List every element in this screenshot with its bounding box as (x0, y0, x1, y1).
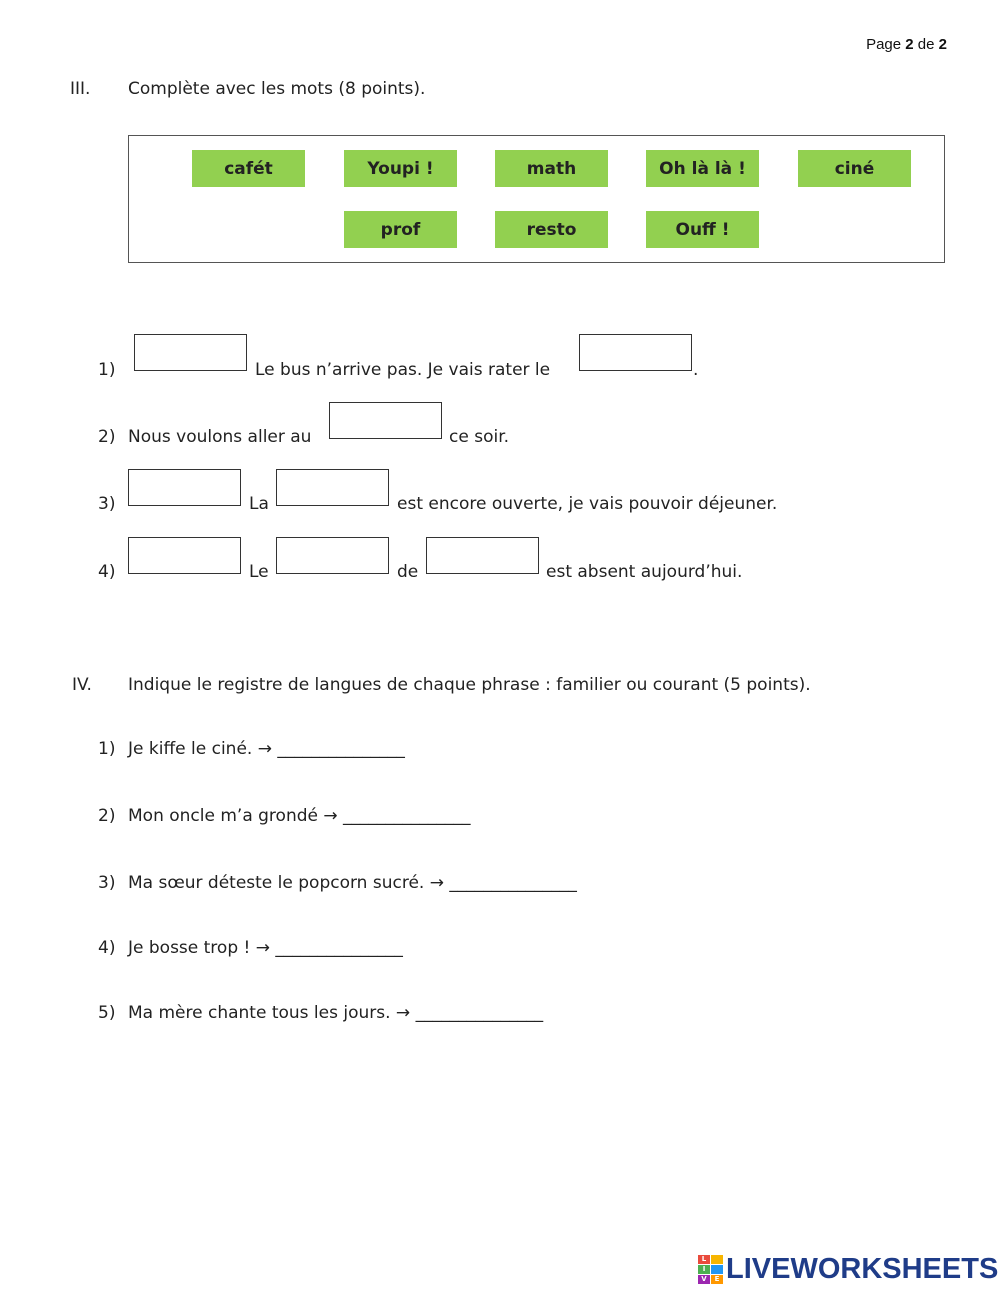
question-4-text: Le (249, 562, 269, 582)
question-2-number: 2) (98, 427, 116, 447)
question-4-number: 4) (98, 562, 116, 582)
section-4-number: IV. (72, 675, 92, 695)
page-total: 2 (938, 36, 947, 53)
word-chip-cine[interactable]: ciné (798, 150, 911, 187)
register-item-4[interactable]: Je bosse trop ! → _______________ (128, 938, 403, 958)
word-chip-resto[interactable]: resto (495, 211, 608, 248)
question-3-text: La (249, 494, 269, 514)
question-3-end: est encore ouverte, je vais pouvoir déjeuner. (397, 494, 778, 514)
question-4-end: est absent aujourd’hui. (546, 562, 743, 582)
word-chip-cafet[interactable]: cafét (192, 150, 305, 187)
drop-slot-q4-a[interactable] (128, 537, 241, 574)
liveworksheets-logo-text: LIVEWORKSHEETS (726, 1252, 999, 1285)
question-1-text: Le bus n’arrive pas. Je vais rater le (255, 360, 551, 380)
word-chip-prof[interactable]: prof (344, 211, 457, 248)
register-item-5[interactable]: Ma mère chante tous les jours. → _______________ (128, 1003, 544, 1023)
register-item-2-number: 2) (98, 806, 116, 826)
question-3-number: 3) (98, 494, 116, 514)
register-item-5-number: 5) (98, 1003, 116, 1023)
question-2-text: Nous voulons aller au (128, 427, 312, 447)
question-1-number: 1) (98, 360, 116, 380)
word-chip-youpi[interactable]: Youpi ! (344, 150, 457, 187)
question-1-end: . (693, 360, 699, 380)
page-current: 2 (905, 36, 914, 53)
page-prefix: Page (866, 36, 902, 53)
drop-slot-q4-b[interactable] (276, 537, 389, 574)
page-sep: de (917, 36, 935, 53)
register-item-2[interactable]: Mon oncle m’a grondé → _______________ (128, 806, 471, 826)
drop-slot-q4-c[interactable] (426, 537, 539, 574)
register-item-1-number: 1) (98, 739, 116, 759)
register-item-1[interactable]: Je kiffe le ciné. → _______________ (128, 739, 405, 759)
word-bank (128, 135, 945, 263)
liveworksheets-logo-icon: L I V E (698, 1255, 723, 1284)
drop-slot-q2[interactable] (329, 402, 442, 439)
drop-slot-q3-a[interactable] (128, 469, 241, 506)
word-chip-oh-la-la[interactable]: Oh là là ! (646, 150, 759, 187)
word-chip-math[interactable]: math (495, 150, 608, 187)
question-2-end: ce soir. (449, 427, 510, 447)
section-4-title: Indique le registre de langues de chaque phrase : familier ou courant (5 points). (128, 675, 811, 695)
register-item-3[interactable]: Ma sœur déteste le popcorn sucré. → _______________ (128, 873, 577, 893)
page-number (866, 36, 947, 53)
word-chip-ouff[interactable]: Ouff ! (646, 211, 759, 248)
register-item-4-number: 4) (98, 938, 116, 958)
section-3-title: Complète avec les mots (8 points). (128, 79, 426, 99)
drop-slot-q1-b[interactable] (579, 334, 692, 371)
liveworksheets-logo (698, 1254, 998, 1284)
section-3-number: III. (70, 79, 91, 99)
drop-slot-q3-b[interactable] (276, 469, 389, 506)
register-item-3-number: 3) (98, 873, 116, 893)
question-4-mid: de (397, 562, 419, 582)
drop-slot-q1-a[interactable] (134, 334, 247, 371)
